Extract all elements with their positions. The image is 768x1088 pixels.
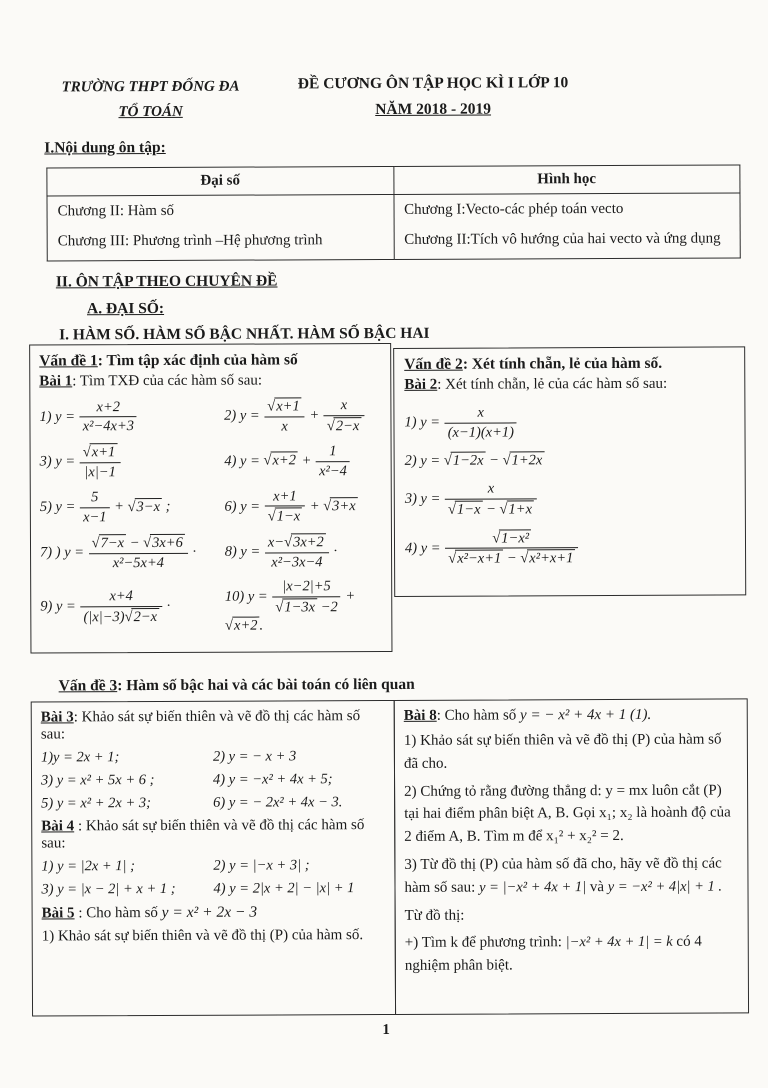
bai8-part-3-text: 3) Từ đồ thị (P) của hàm số đã cho, hãy vẽ đồ thị các hàm số sau: — [404, 855, 722, 896]
vande3-label: Vấn đề 3 — [58, 677, 118, 695]
geometry-chapter-1: Chương I:Vecto-các phép toán vecto — [404, 200, 624, 218]
problem-box-bai8 — [394, 698, 749, 1015]
bai1-title-text: : Tìm TXĐ của các hàm số sau: — [72, 372, 263, 390]
formula-item-2: 2) y = √1−2x − √1+2x — [405, 451, 735, 470]
formula-row — [41, 857, 385, 876]
bai4-item-1: 1) y = |2x + 1| ; — [41, 858, 136, 875]
bai8-formula: y = − x² + 4x + 1 (1). — [519, 706, 652, 724]
bai8-part-5-tail: có 4 nghiệm phân biệt. — [404, 933, 702, 975]
formula-row — [39, 397, 381, 436]
section-2-heading: II. ÔN TẬP THEO CHUYÊN ĐỀ — [55, 272, 278, 291]
algebra-chapter-2: Chương II: Hàm số — [57, 202, 175, 220]
problem-box-vande2 — [393, 346, 746, 597]
formula-item-4: 4) y = √x+2 + $\frac{1}{\text{x²−4}}$ — [224, 443, 381, 480]
vande3-heading — [59, 676, 415, 696]
algebra-chapter-3: Chương III: Phương trình –Hệ phương trình — [57, 232, 323, 250]
formula-item-8: 8) y = $\frac{x-√3x+2}{\text{x²−3x−4}}$ · — [224, 534, 338, 571]
content-heading: I.Nội dung ôn tập: — [44, 138, 166, 157]
bai3-item-6: 6) y = − 2x² + 4x − 3. — [213, 794, 343, 811]
bai5-label: Bài 5 — [41, 905, 75, 922]
table-body-row — [47, 193, 740, 261]
formula-row — [40, 442, 382, 481]
subsection-a-heading: A. ĐẠI SỐ: — [86, 299, 165, 318]
geometry-cell — [393, 193, 740, 260]
bai2-label: Bài 2 — [404, 376, 438, 393]
document-title: ĐỀ CƯƠNG ÔN TẬP HỌC KÌ I LỚP 10 — [297, 74, 569, 93]
formula-item-9: 9) y = $\frac{x+4}{(|x|-3)√2-x}$ · — [40, 588, 171, 626]
bai2-heading — [404, 375, 734, 393]
vande1-label: Vấn đề 1 — [39, 352, 98, 370]
formula-item-3: 3) y = $\frac{√x+1}{|x|-1}$ — [40, 443, 225, 481]
formula-item-10: 10) y = $\frac{|x-2|+5}{√1-3x -2}$ + √x+2 . — [224, 578, 356, 634]
formula-row — [41, 794, 385, 813]
formula-row — [40, 488, 382, 527]
school-block — [48, 79, 253, 122]
problem-box-vande1 — [29, 343, 392, 654]
formula-item-5: 5) y = $\frac{5}{x-1}$ + √3−x ; — [39, 489, 171, 526]
bai1-label: Bài 1 — [39, 373, 73, 390]
page-number: 1 — [382, 1021, 390, 1039]
document-title-block — [268, 74, 598, 119]
bai3-label: Bài 3 — [40, 709, 74, 726]
vande2-title-text: : Xét tính chẵn, lẻ của hàm số. — [462, 354, 663, 373]
formula-item-1: 1) y = $\frac{x+2}{\text{x²−4x+3}}$ — [39, 398, 224, 435]
bai4-label: Bài 4 — [41, 818, 75, 835]
bai8-part-4: Từ đồ thị: — [404, 907, 465, 924]
formula-row — [41, 748, 385, 767]
formula-row — [40, 578, 382, 635]
vande3-title-text: : Hàm số bậc hai và các bài toán có liên quan — [117, 675, 415, 695]
vande2-title — [404, 354, 734, 373]
bai4-item-4: 4) y = 2|x + 2| − |x| + 1 — [213, 880, 355, 897]
formula-row — [41, 771, 385, 790]
column-header-algebra: Đại số — [47, 166, 394, 196]
bai5-note: 1) Khảo sát sự biến thiên và vẽ đồ thị (P) của hàm số. — [41, 927, 364, 945]
department-name: TỔ TOÁN — [118, 103, 183, 121]
subsection-i-heading: I. HÀM SỐ. HÀM SỐ BẬC NHẤT. HÀM SỐ BẬC HAI — [59, 324, 430, 344]
bai3-title-text: : Khảo sát sự biến thiên và vẽ đồ thị các hàm số sau: — [40, 708, 361, 743]
bai4-item-3: 3) y = |x − 2| + x + 1 ; — [41, 880, 176, 898]
formula-item-2: 2) y = $\frac{√x+1}{x}$ + $\frac{x}{√2-x}$ — [224, 397, 381, 435]
bai8-part-5-formula: |−x² + 4x + 1| = k — [565, 934, 673, 951]
bai8-heading — [404, 706, 738, 724]
problem-box-bai345 — [31, 700, 396, 1017]
column-header-geometry: Hình học — [393, 165, 740, 195]
vande1-title-text: : Tìm tập xác định của hàm số — [97, 351, 298, 370]
algebra-cell — [47, 194, 394, 261]
bai1-heading — [39, 372, 381, 390]
bai8-part-3-formula-1: y = |−x² + 4x + 1| — [479, 878, 587, 896]
geometry-chapter-2: Chương II:Tích vô hướng của hai vecto và ứng dụng — [404, 230, 721, 248]
formula-item-3: 3) y = $\frac{x}{√1-x - √1+x}$ — [405, 480, 735, 519]
bai3-item-3: 3) y = x² + 5x + 6 ; — [40, 772, 155, 789]
vande1-title — [39, 351, 381, 370]
bai3-item-4: 4) y = −x² + 4x + 5; — [212, 771, 333, 788]
document-year: NĂM 2018 - 2019 — [375, 100, 492, 119]
bai3-heading — [41, 708, 385, 744]
bai5-formula: y = x² + 2x − 3 — [161, 903, 258, 921]
bai3-item-1: 1)y = 2x + 1; — [40, 749, 120, 766]
bai8-label: Bài 8 — [403, 707, 437, 724]
school-name: TRƯỜNG THPT ĐỐNG ĐA — [61, 78, 240, 96]
table-header-row — [47, 165, 740, 196]
formula-row — [41, 880, 385, 899]
formula-row — [40, 533, 382, 572]
bai8-part-5-text: +) Tìm k để phương trình: — [404, 934, 566, 952]
formula-item-1: 1) y = $\frac{x}{(x-1)(x+1)}$ — [404, 403, 734, 441]
bai8-part-2: 2) Chứng tỏ rằng đường thẳng d: y = mx luôn cắt (P) tại hai điểm phân biệt A, B. Gọi x₁; x₂ là hoành độ của 2 điểm A, B. Tìm m để x₁² + x₂² = 2. — [404, 782, 731, 846]
bai5-title-text: : Cho hàm số — [74, 904, 162, 922]
bai8-part-3-and: và — [586, 878, 608, 895]
bai3-item-5: 5) y = x² + 2x + 3; — [41, 795, 151, 812]
formula-item-6: 6) y = $\frac{x+1}{√1-x}$ + √3+x — [224, 488, 381, 526]
formula-item-7: 7) ) y = $\frac{√7-x - √3x+6}{\text{x²−5x+4}}$ · — [40, 534, 197, 571]
bai4-title-text: : Khảo sát sự biến thiên và vẽ đồ thị các hàm số sau: — [41, 817, 365, 852]
bai4-item-2: 2) y = |−x + 3| ; — [213, 857, 310, 874]
bai8-part-3 — [404, 852, 738, 899]
vande2-label: Vấn đề 2 — [404, 355, 463, 373]
bai2-title-text: : Xét tính chẵn, lẻ của các hàm số sau: — [437, 375, 668, 393]
formula-item-4: 4) y = $\frac{\text{√1−x²}}{\text{√x²−x+1 − √x²+x+1}}$ — [405, 528, 735, 568]
bai3-item-2: 2) y = − x + 3 — [212, 748, 297, 765]
bai5-heading — [42, 903, 386, 923]
curriculum-table — [46, 164, 740, 261]
bai8-part-1: 1) Khảo sát sự biến thiên và vẽ đồ thị (P) của hàm số đã cho. — [403, 731, 722, 772]
bai8-title-text: : Cho hàm số — [436, 707, 521, 724]
bai8-part-5 — [405, 931, 739, 978]
bai4-heading — [41, 817, 385, 853]
bai8-part-3-formula-2: y = −x² + 4|x| + 1 . — [607, 878, 723, 895]
